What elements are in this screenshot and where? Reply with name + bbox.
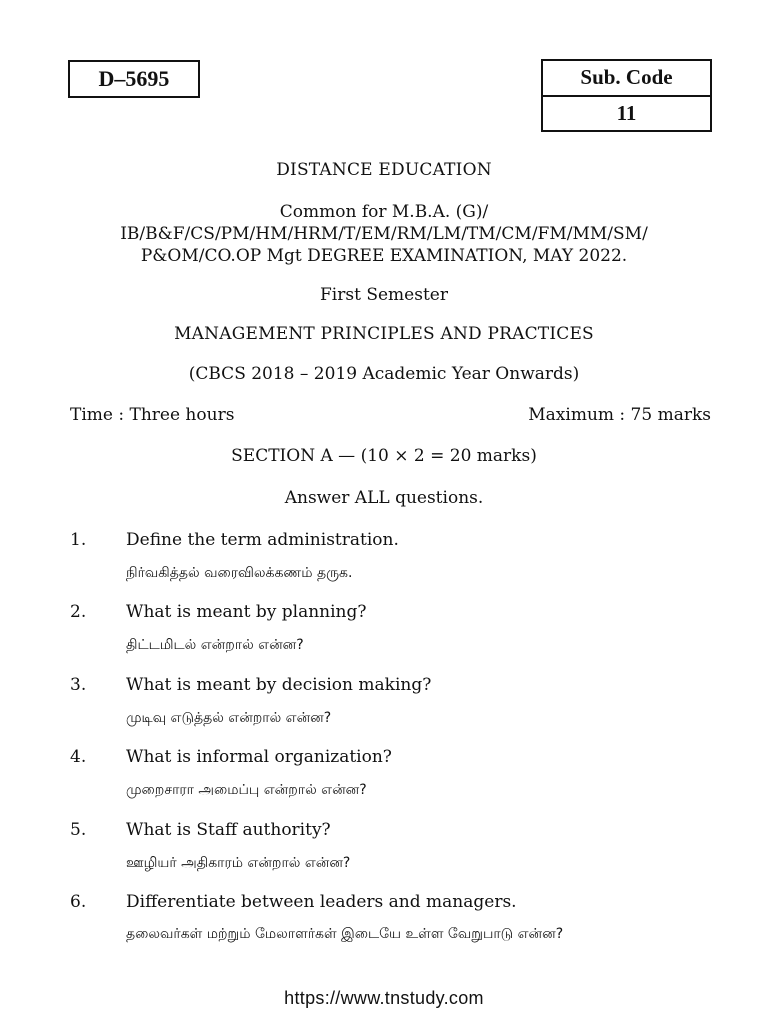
section-heading: SECTION A — (10 × 2 = 20 marks) (231, 446, 537, 466)
question-text-tamil: முறைசாரா அமைப்பு என்றால் என்ன? (126, 782, 367, 798)
subject-title: MANAGEMENT PRINCIPLES AND PRACTICES (174, 324, 594, 344)
question-text-english: What is meant by planning? (126, 602, 367, 622)
question-text-tamil: ஊழியர் அதிகாரம் என்றால் என்ன? (126, 855, 351, 871)
semester-label: First Semester (320, 285, 448, 305)
question-text-english: What is informal organization? (126, 747, 392, 767)
sub-code-box (541, 59, 712, 132)
paper-code: D–5695 (98, 66, 170, 91)
paper-code-box (68, 60, 200, 98)
question-text-tamil: திட்டமிடல் என்றால் என்ன? (126, 637, 304, 653)
scheme-note: (CBCS 2018 – 2019 Academic Year Onwards) (188, 364, 580, 384)
section-instruction: Answer ALL questions. (284, 488, 484, 508)
question-number: 3. (70, 675, 87, 695)
question-number: 6. (70, 892, 87, 912)
programme-line-1: Common for M.B.A. (G)/ (279, 202, 489, 222)
programme-line-3: P&OM/CO.OP Mgt DEGREE EXAMINATION, MAY 2022. (140, 246, 628, 266)
question-text-tamil: தலைவர்கள் மற்றும் மேலாளர்கள் இடையே உள்ள வேறுபாடு என்ன? (126, 926, 564, 942)
question-text-tamil: முடிவு எடுத்தல் என்றால் என்ன? (126, 710, 332, 726)
question-number: 1. (70, 530, 87, 550)
maximum-marks: Maximum : 75 marks (528, 405, 711, 425)
institution-heading: DISTANCE EDUCATION (276, 160, 492, 180)
question-number: 4. (70, 747, 87, 767)
exam-info-row (70, 403, 711, 427)
question-text-english: What is meant by decision making? (126, 675, 432, 695)
programme-line-2: IB/B&F/CS/PM/HM/HRM/T/EM/RM/LM/TM/CM/FM/MM/SM/ (120, 224, 648, 244)
question-text-tamil: நிர்வகித்தல் வரைவிலக்கணம் தருக. (126, 565, 353, 581)
website-link[interactable]: https://www.tnstudy.com (284, 988, 484, 1008)
question-text-english: Differentiate between leaders and managers. (126, 892, 517, 912)
time-allowed: Time : Three hours (70, 405, 235, 425)
question-number: 2. (70, 602, 87, 622)
sub-code-value: 11 (543, 95, 710, 131)
question-text-english: What is Staff authority? (126, 820, 331, 840)
question-number: 5. (70, 820, 87, 840)
question-text-english: Define the term administration. (126, 530, 399, 550)
sub-code-label: Sub. Code (580, 65, 673, 90)
